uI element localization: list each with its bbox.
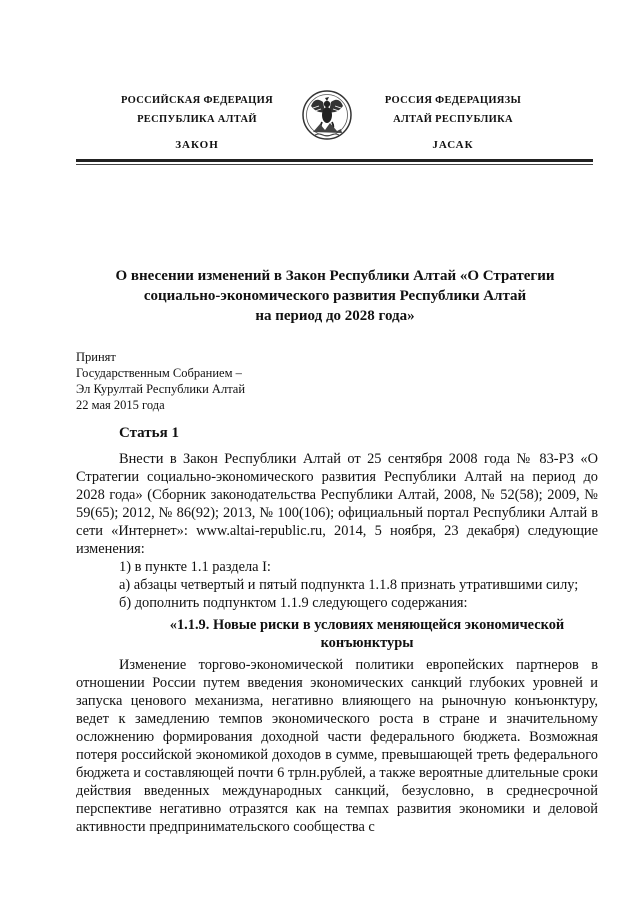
subsection-body-paragraph: Изменение торгово-экономической политики европейских партнеров в отношении России путем введения экономических санкций глубоких уровней и запуска ценового механизма, негативно влияющего на рыночную конъюнктуру, ведет к замедлению темпов экономического роста в стране и значительному осложнению формирования доходной части федерального бюджета. Возможная потеря российской экономикой доходов в сумме, превышающей треть федерального бюджета и составляющей почти 6 трлн.рублей, а также вероятные длительные сроки действия введенных международных санкций, безусловно, в среднесрочной перспективе негативно отразятся как на темпах развития экономики и деловой активности предпринимательского сообщества с	[76, 657, 598, 835]
header-divider-thin	[76, 164, 593, 165]
title-line-1: О внесении изменений в Закон Республики Алтай «О Стратегии	[115, 268, 555, 284]
header-divider-thick	[76, 159, 593, 162]
header-left-country: РОССИЙСКАЯ ФЕДЕРАЦИЯ	[121, 95, 273, 106]
article-heading: Статья 1	[119, 425, 179, 441]
header-right-altai	[360, 91, 546, 155]
document-title	[90, 266, 580, 326]
document-body	[76, 424, 598, 836]
adopted-assembly: Эл Курултай Республики Алтай	[76, 382, 246, 396]
adopted-date: 22 мая 2015 года	[76, 398, 165, 412]
title-line-3: на период до 2028 года»	[255, 308, 415, 324]
header-right-country: РОССИЯ ФЕДЕРАЦИЯЗЫ	[384, 95, 522, 106]
item-1: 1) в пункте 1.1 раздела I:	[119, 559, 271, 575]
item-1-a: а) абзацы четвертый и пятый подпункта 1.1.8 признать утратившими силу;	[119, 577, 579, 593]
header-left-republic: РЕСПУБЛИКА АЛТАЙ	[137, 114, 257, 125]
subsection-heading	[136, 616, 598, 652]
title-line-2: социально-экономического развития Республики Алтай	[143, 288, 527, 304]
article-intro-paragraph: Внести в Закон Республики Алтай от 25 сентября 2008 года № 83-РЗ «О Стратегии социально-экономического развития Республики Алтай на период до 2028 года» (Сборник законодательства Республики Алтай, 2008, № 52(58); 2009, № 59(65); 2012, № 86(92); 2013, № 100(106); официальный портал Республики Алтай в сети «Интернет»: www.altai-republic.ru, 2014, 5 ноября, 23 декабря) следующие изменения:	[76, 451, 598, 557]
coat-of-arms-icon	[301, 84, 353, 146]
adopted-label: Принят	[76, 350, 116, 364]
subsection-heading-line-1: «1.1.9. Новые риски в условиях меняющейся экономической	[169, 617, 565, 633]
header-left-law: ЗАКОН	[175, 139, 219, 151]
subsection-heading-line-2: конъюнктуры	[320, 635, 414, 651]
item-1-b: б) дополнить подпунктом 1.1.9 следующего содержания:	[119, 595, 468, 611]
adoption-block	[76, 349, 245, 413]
adopted-body: Государственным Собранием –	[76, 366, 242, 380]
header-right-law: JАСАК	[432, 139, 474, 151]
header-left-russian	[108, 91, 286, 155]
header-right-republic: АЛТАЙ РЕСПУБЛИКА	[393, 114, 513, 125]
